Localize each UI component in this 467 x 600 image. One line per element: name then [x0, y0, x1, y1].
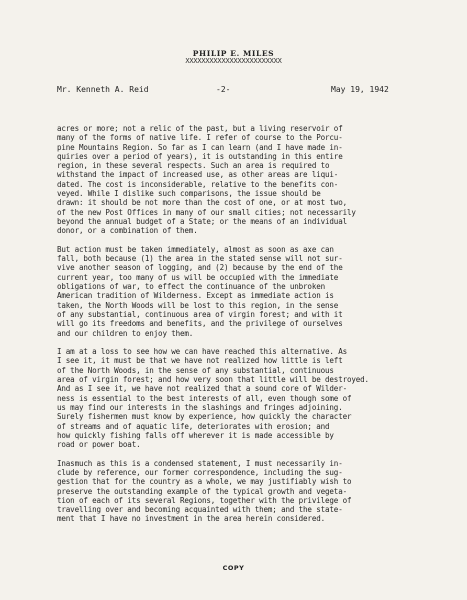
- text-line: ment that I have no investment in the area herein considered.: [57, 514, 326, 524]
- text-line: many of the forms of native life. I refer of course to the Porcu-: [57, 133, 343, 143]
- text-line: taken, the North Woods will be lost to this region, in the sense: [57, 300, 339, 310]
- text-line: travelling over and becoming acquainted with them; and the state-: [57, 505, 343, 515]
- text-line: of the North Woods, in the sense of any substantial, continuous: [57, 365, 334, 375]
- text-line: fall, both because (1) the area in the stated sense will not sur-: [57, 254, 343, 264]
- text-line: area of virgin forest; and how very soon that little will be destroyed.: [57, 375, 369, 385]
- text-line: beyond the annual budget of a State; or the means of an individual: [57, 216, 347, 226]
- text-line: how quickly fishing falls off wherever it is made accessible by: [57, 430, 334, 440]
- letterhead-name: PHILIP E. MILES: [192, 49, 275, 58]
- text-line: tion of each of its several Regions, together with the privilege of: [57, 495, 352, 505]
- text-line: clude by reference, our former correspondence, including the sug-: [57, 467, 343, 477]
- text-line: preserve the outstanding example of the typical growth and vegeta-: [57, 486, 347, 496]
- text-line: of streams and of aquatic life, deteriorates with erosion; and: [57, 421, 330, 431]
- letterhead-strikeout-rule: XXXXXXXXXXXXXXXXXXXXXXXX: [185, 57, 282, 65]
- text-line: ness is essential to the best interests of all, even though some of: [57, 393, 352, 403]
- text-line: us may find our interests in the slashings and fringes adjoining.: [57, 402, 343, 412]
- paragraph-2: [57, 245, 437, 338]
- text-line: obligations of war, to effect the continuance of the unbroken: [57, 282, 326, 292]
- text-line: road or power boat.: [57, 440, 141, 450]
- text-line: region, in these several respects. Such an area is required to: [57, 161, 330, 171]
- text-line: donor, or a combination of them.: [57, 226, 198, 236]
- page-header: [0, 84, 467, 96]
- text-line: quiries over a period of years), it is outstanding in this entire: [57, 151, 343, 161]
- letter-date: May 19, 1942: [331, 85, 389, 94]
- copy-stamp: COPY: [222, 564, 245, 572]
- page-number: -2-: [216, 85, 231, 94]
- text-line: American tradition of Wilderness. Except as immediate action is: [57, 291, 334, 301]
- text-line: And as I see it, we have not realized that a sound core of Wilder-: [57, 384, 347, 394]
- text-line: pine Mountains Region. So far as I can learn (and I have made in-: [57, 142, 343, 152]
- text-line: I am at a loss to see how we can have reached this alternative. As: [57, 347, 347, 357]
- paragraph-1: [57, 124, 437, 236]
- text-line: Inasmuch as this is a condensed statement, I must necessarily in-: [57, 458, 343, 468]
- paragraph-3: [57, 347, 437, 449]
- text-line: current year, too many of us will be occupied with the immediate: [57, 272, 339, 282]
- text-line: vive another season of logging, and (2) because by the end of the: [57, 263, 343, 273]
- text-line: withstand the impact of increased use, as other areas are liqui-: [57, 170, 339, 180]
- text-line: of the new Post Offices in many of our small cities; not necessarily: [57, 207, 356, 217]
- text-line: But action must be taken immediately, almost as soon as axe can: [57, 244, 334, 254]
- text-line: acres or more; not a relic of the past, but a living reservoir of: [57, 124, 343, 133]
- letterhead: [0, 49, 467, 65]
- addressee: Mr. Kenneth A. Reid: [57, 85, 149, 94]
- text-line: and our children to enjoy them.: [57, 328, 194, 338]
- text-line: Surely fishermen must know by experience, how quickly the character: [57, 412, 352, 422]
- text-line: dated. The cost is inconsiderable, relative to the benefits con-: [57, 179, 339, 189]
- text-line: I see it, it must be that we have not realized how little is left: [57, 356, 343, 366]
- letter-body: [57, 124, 437, 533]
- text-line: of any substantial, continuous area of virgin forest; and with it: [57, 309, 343, 319]
- text-line: will go its freedoms and benefits, and the privilege of ourselves: [57, 319, 343, 329]
- text-line: veyed. While I dislike such comparisons, the issue should be: [57, 189, 321, 199]
- text-line: drawn: it should be not more than the cost of one, or at most two,: [57, 198, 347, 208]
- text-line: gestion that for the country as a whole, we may justifiably wish to: [57, 477, 352, 487]
- paragraph-4: [57, 459, 437, 524]
